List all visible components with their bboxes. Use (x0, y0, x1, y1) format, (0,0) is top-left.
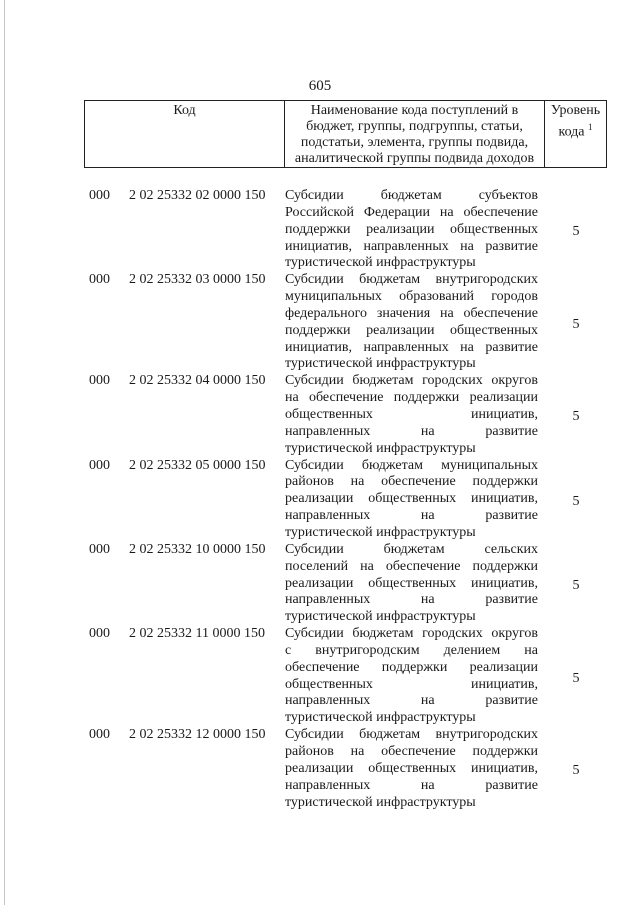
row-name-line: поселений на обеспечение поддержки (285, 558, 538, 574)
row-name (285, 272, 538, 373)
table-header (84, 100, 607, 168)
row-name (285, 373, 538, 457)
row-name-line: туристической инфраструктуры (285, 524, 476, 540)
row-name-line: Субсидии бюджетам сельских (285, 541, 538, 557)
row-prefix: 000 (89, 626, 110, 642)
row-name-line: федерального значения на обеспечение (285, 305, 538, 321)
row-name-line: туристической инфраструктуры (285, 356, 476, 372)
row-name-line: направленных на развитие (285, 777, 538, 793)
row-name-line: направленных на развитие (285, 423, 538, 439)
row-level: 5 (572, 316, 580, 332)
row-name-line: поддержки реализации общественных (285, 322, 538, 338)
row-name-line: общественных инициатив, (285, 676, 538, 692)
row-name-line: Субсидии бюджетам субъектов (285, 188, 538, 203)
row-name-line: Субсидии бюджетам муниципальных (285, 457, 538, 473)
header-name-line: бюджет, группы, подгруппы, статьи, (306, 119, 523, 134)
header-level-line: кода (558, 124, 585, 140)
row-code: 2 02 25332 10 0000 150 (129, 541, 266, 557)
header-name-cell (285, 101, 545, 168)
row-level: 5 (572, 224, 580, 240)
row-name-line: туристической инфраструктуры (285, 609, 476, 625)
row-name (285, 542, 538, 626)
row-name-line: туристической инфраструктуры (285, 794, 476, 810)
header-name-line: аналитической группы подвида доходов (294, 151, 535, 166)
row-prefix: 000 (89, 457, 110, 473)
row-name-line: реализации общественных инициатив, (285, 575, 538, 591)
row-name-line: Российской Федерации на обеспечение (285, 204, 538, 220)
header-code-cell (85, 101, 285, 168)
row-name-line: Субсидии бюджетам городских округов (285, 373, 538, 389)
row-name-line: инициатив, направленных на развитие (285, 339, 538, 355)
row-name-line: туристической инфраструктуры (285, 255, 476, 271)
row-prefix: 000 (89, 727, 110, 743)
row-name-line: с внутригородским делением на (285, 642, 538, 658)
row-code: 2 02 25332 12 0000 150 (129, 727, 266, 743)
row-name-line: общественных инициатив, (285, 407, 538, 423)
row-code: 2 02 25332 05 0000 150 (129, 457, 266, 473)
row-name (285, 458, 538, 542)
row-level: 5 (572, 409, 580, 425)
row-name (285, 727, 538, 811)
row-name-line: Субсидии бюджетам внутригородских (285, 727, 538, 743)
row-name-line: направленных на развитие (285, 592, 538, 608)
scan-edge-line (4, 0, 5, 905)
row-code: 2 02 25332 03 0000 150 (129, 272, 266, 288)
row-prefix: 000 (89, 188, 110, 203)
header-level-line: Уровень (550, 103, 601, 118)
row-name-line: Субсидии бюджетам внутригородских (285, 272, 538, 288)
row-level: 5 (572, 670, 580, 686)
header-code-label: Код (173, 103, 196, 118)
row-code: 2 02 25332 04 0000 150 (129, 373, 266, 389)
row-name-line: реализации общественных инициатив, (285, 491, 538, 507)
row-name-line: районов на обеспечение поддержки (285, 744, 538, 760)
row-name (285, 626, 538, 727)
row-level: 5 (572, 763, 580, 779)
row-level: 5 (572, 493, 580, 509)
row-prefix: 000 (89, 373, 110, 389)
row-code: 2 02 25332 02 0000 150 (129, 188, 266, 203)
row-name-line: инициатив, направленных на развитие (285, 238, 538, 254)
row-code: 2 02 25332 11 0000 150 (129, 626, 265, 642)
row-name-line: направленных на развитие (285, 693, 538, 709)
row-prefix: 000 (89, 272, 110, 288)
row-name-line: районов на обеспечение поддержки (285, 474, 538, 490)
header-level-footnote: 1 (588, 122, 593, 132)
row-name-line: направленных на развитие (285, 508, 538, 524)
row-name-line: туристической инфраструктуры (285, 440, 476, 456)
row-name-line: реализации общественных инициатив, (285, 760, 538, 776)
page-number: 605 (308, 78, 332, 94)
row-name-line: поддержки реализации общественных (285, 221, 538, 237)
row-level: 5 (572, 577, 580, 593)
row-name (285, 188, 538, 272)
header-name-line: Наименование кода поступлений в (310, 103, 519, 118)
row-name-line: на обеспечение поддержки реализации (285, 390, 538, 406)
row-name-line: обеспечение поддержки реализации (285, 659, 538, 675)
row-name-line: муниципальных образований городов (285, 289, 538, 305)
header-level-cell (545, 101, 607, 168)
header-name-line: подстатьи, элемента, группы подвида, (300, 135, 529, 150)
row-name-line: туристической инфраструктуры (285, 710, 476, 726)
row-prefix: 000 (89, 541, 110, 557)
row-name-line: Субсидии бюджетам городских округов (285, 626, 538, 642)
